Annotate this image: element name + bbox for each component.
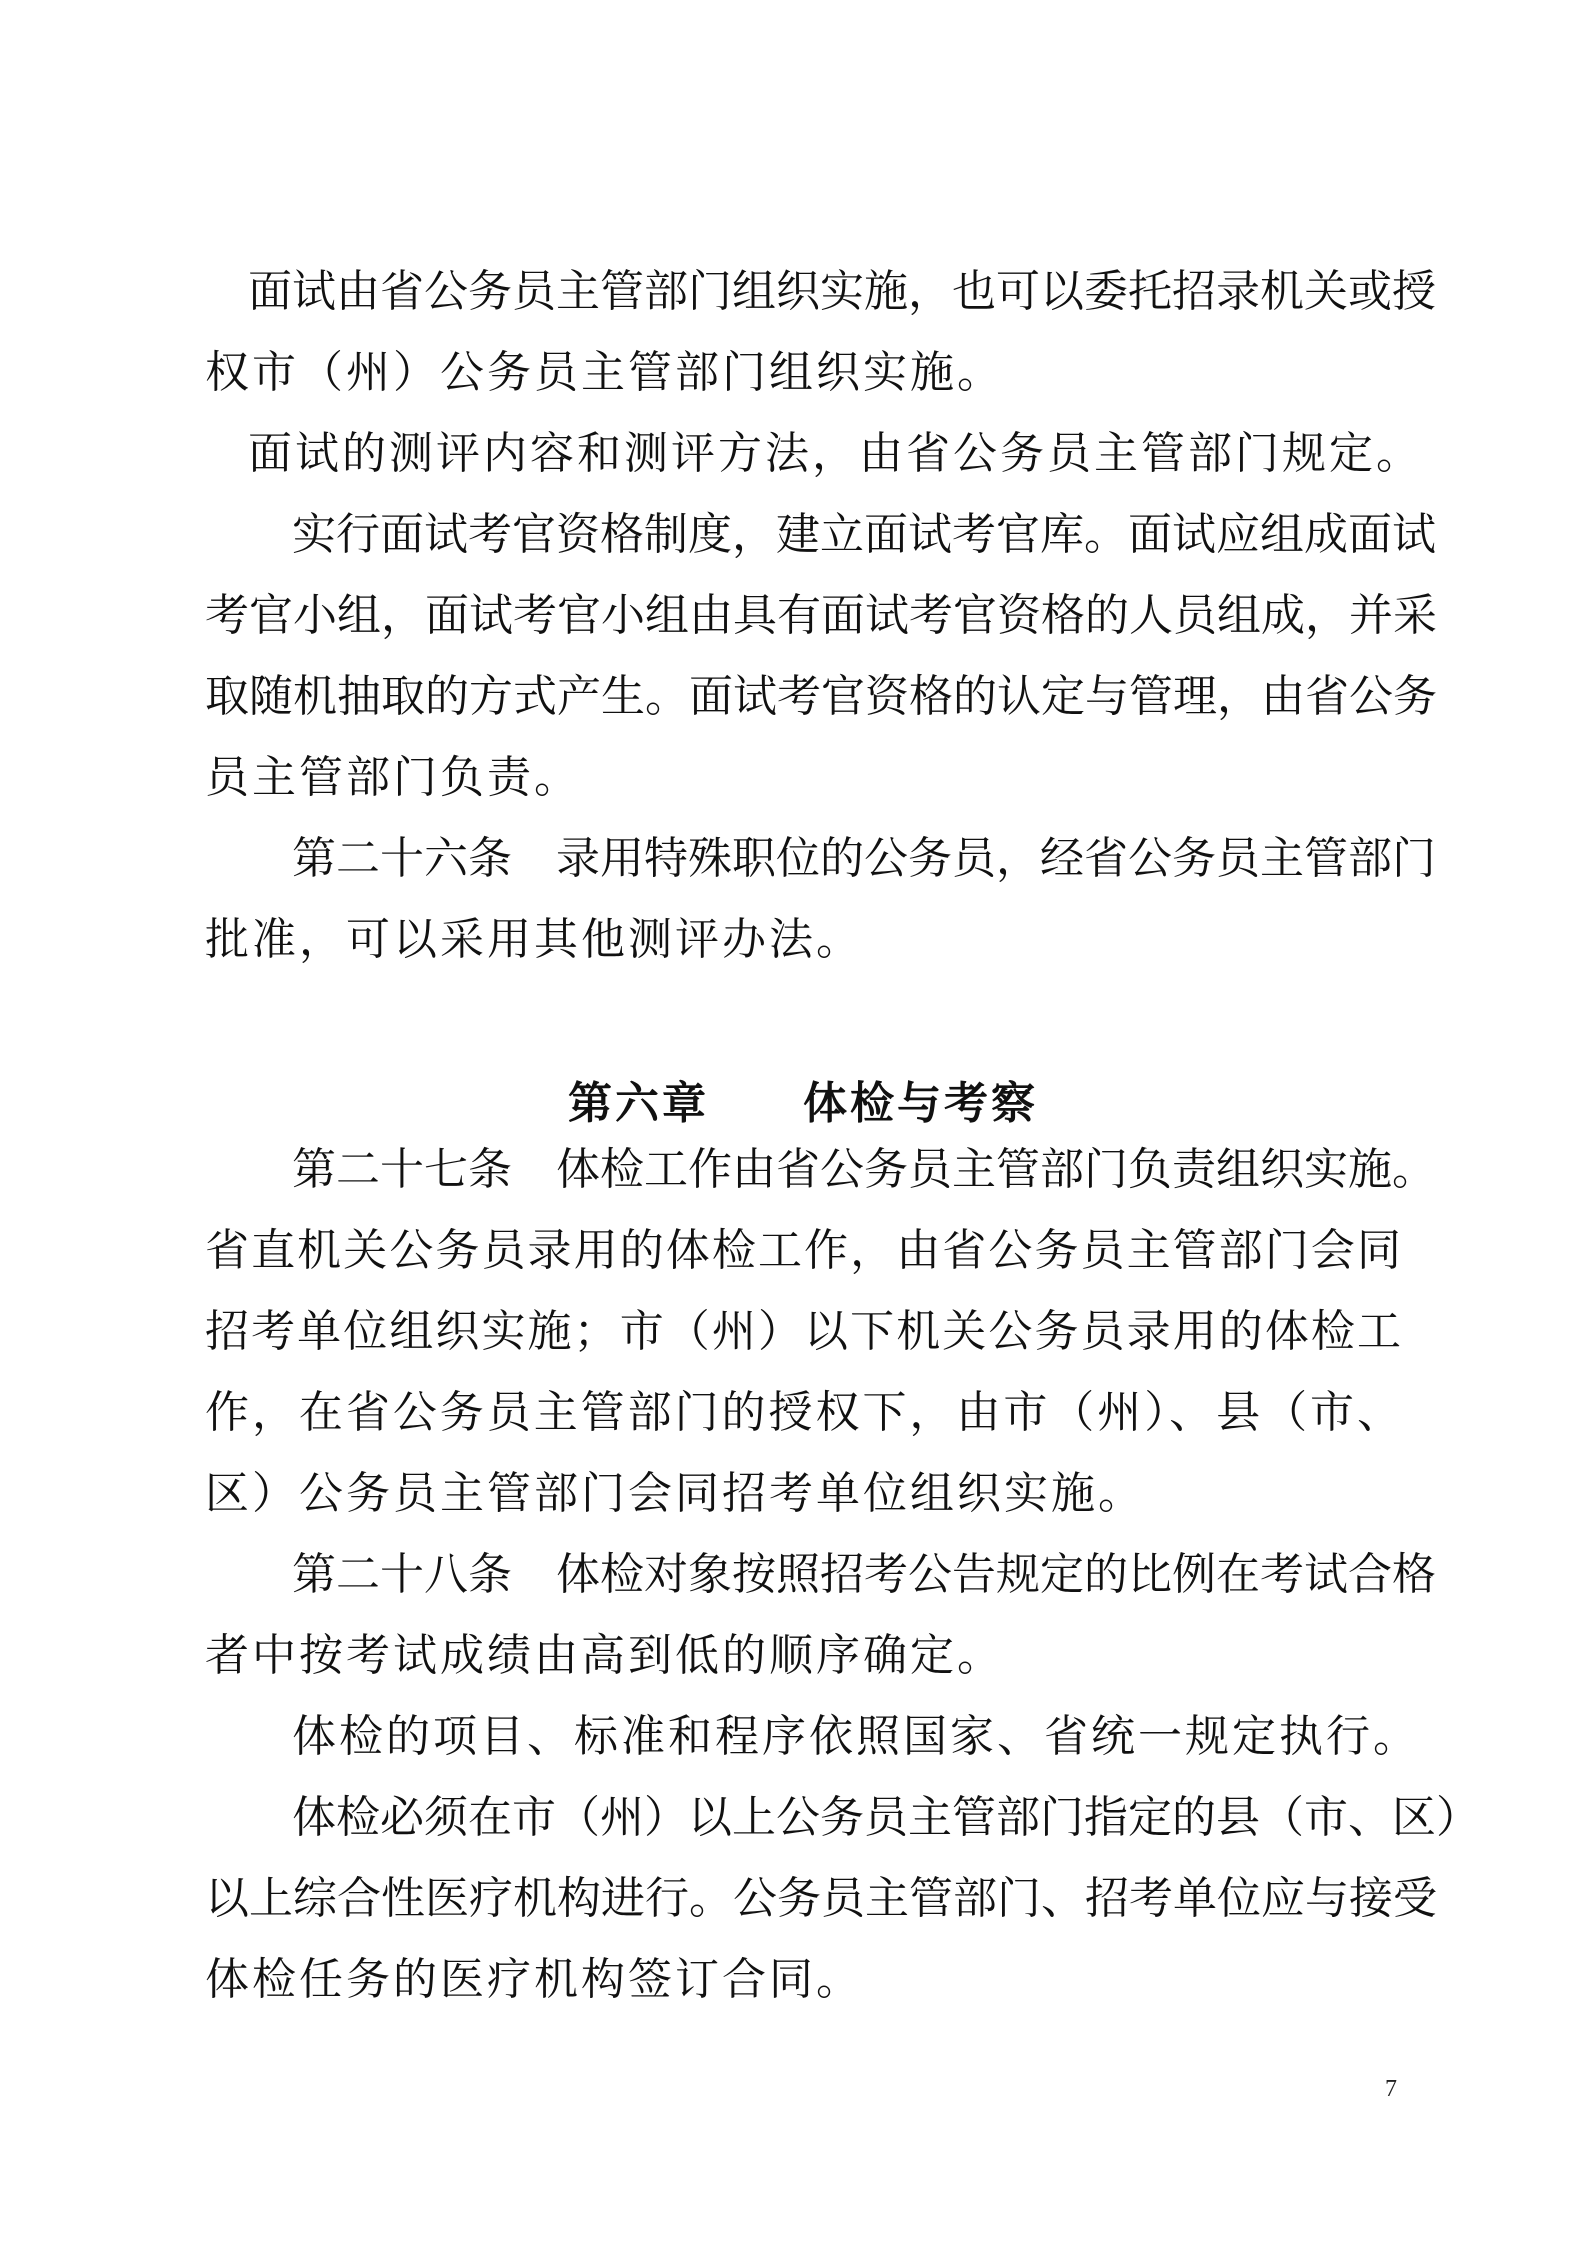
text-line: 体检的项目、标准和程序依照国家、省统一规定执行。	[292, 1711, 1420, 1762]
text-line: 实行面试考官资格制度，建立面试考官库。面试应组成面试	[292, 509, 1436, 560]
chapter-heading: 第六章 体检与考察	[568, 1078, 1038, 1129]
page-number: 7	[1385, 2076, 1397, 2102]
text-line: 省直机关公务员录用的体检工作，由省公务员主管部门会同	[205, 1225, 1401, 1276]
text-line: 第二十七条 体检工作由省公务员主管部门负责组织实施。	[292, 1144, 1436, 1195]
text-line: 批准，可以采用其他测评办法。	[205, 914, 863, 965]
text-line: 区）公务员主管部门会同招考单位组织实施。	[205, 1468, 1145, 1519]
text-line: 作，在省公务员主管部门的授权下，由市（州）、县（市、	[205, 1387, 1401, 1438]
text-line: 体检必须在市（州）以上公务员主管部门指定的县（市、区）	[292, 1792, 1480, 1843]
text-line: 面试由省公务员主管部门组织实施，也可以委托招录机关或授	[248, 266, 1436, 317]
text-line: 取随机抽取的方式产生。面试考官资格的认定与管理，由省公务	[205, 671, 1437, 722]
text-line: 体检任务的医疗机构签订合同。	[205, 1954, 863, 2005]
text-line: 考官小组，面试考官小组由具有面试考官资格的人员组成，并采	[205, 590, 1437, 641]
text-line: 员主管部门负责。	[205, 752, 581, 803]
text-line: 者中按考试成绩由高到低的顺序确定。	[205, 1630, 1004, 1681]
text-line: 以上综合性医疗机构进行。公务员主管部门、招考单位应与接受	[205, 1873, 1437, 1924]
text-line: 第二十六条 录用特殊职位的公务员，经省公务员主管部门	[292, 833, 1436, 884]
text-line: 第二十八条 体检对象按照招考公告规定的比例在考试合格	[292, 1549, 1436, 1600]
text-line: 招考单位组织实施；市（州）以下机关公务员录用的体检工	[205, 1306, 1401, 1357]
text-line: 面试的测评内容和测评方法，由省公务员主管部门规定。	[248, 428, 1423, 479]
text-line: 权市（州）公务员主管部门组织实施。	[205, 347, 1004, 398]
